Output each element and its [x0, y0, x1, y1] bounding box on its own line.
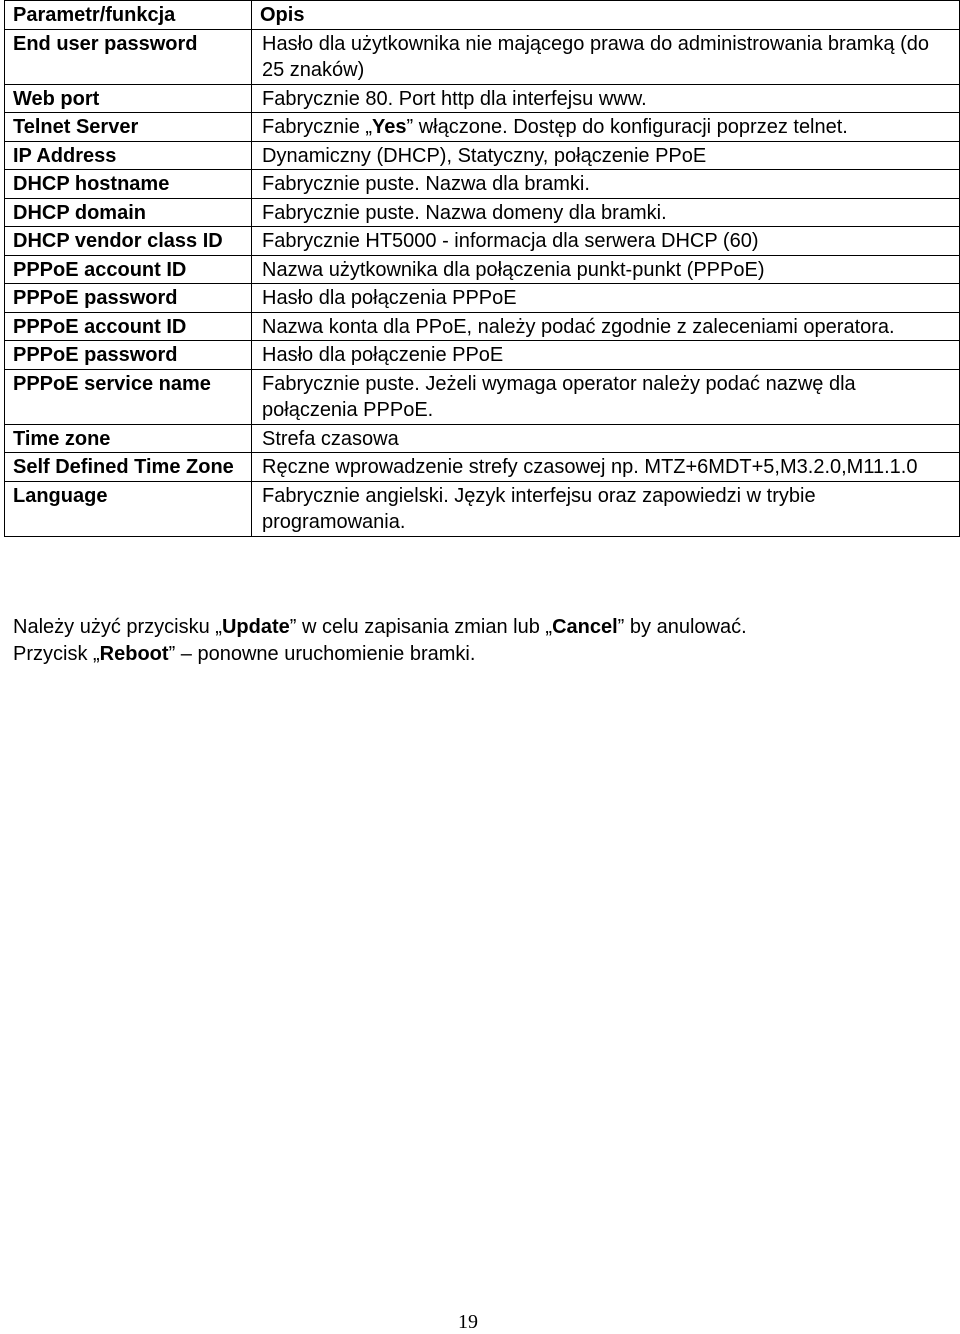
param-desc: Fabrycznie puste. Nazwa dla bramki. [252, 170, 960, 199]
usage-note [13, 614, 943, 668]
table-row [5, 84, 960, 113]
param-desc: Dynamiczny (DHCP), Statyczny, połączenie PPoE [252, 141, 960, 170]
param-desc: Fabrycznie HT5000 - informacja dla serwera DHCP (60) [252, 227, 960, 256]
table-row [5, 341, 960, 370]
reboot-label: Reboot [99, 643, 169, 665]
param-name: Telnet Server [5, 113, 252, 142]
note-text: Przycisk „ [13, 643, 100, 665]
desc-text: Fabrycznie „ [262, 116, 373, 138]
header-param: Parametr/funkcja [5, 1, 252, 30]
cancel-label: Cancel [552, 616, 618, 638]
param-name: DHCP vendor class ID [5, 227, 252, 256]
note-text: ” by anulować. [617, 616, 747, 638]
param-name: PPPoE password [5, 341, 252, 370]
table-row [5, 141, 960, 170]
param-desc: Hasło dla połączenie PPoE [252, 341, 960, 370]
table-row [5, 255, 960, 284]
page-number: 19 [458, 1311, 478, 1333]
table-row [5, 284, 960, 313]
param-name: Self Defined Time Zone [5, 453, 252, 482]
param-name: DHCP domain [5, 198, 252, 227]
param-name: PPPoE service name [5, 369, 252, 424]
param-desc: Strefa czasowa [252, 424, 960, 453]
param-desc: Fabrycznie puste. Jeżeli wymaga operator należy podać nazwę dla połączenia PPPoE. [252, 369, 960, 424]
note-text: ” – ponowne uruchomienie bramki. [168, 643, 476, 665]
note-text: Należy użyć przycisku „ [13, 616, 222, 638]
param-name: PPPoE account ID [5, 255, 252, 284]
param-name: End user password [5, 29, 252, 84]
desc-bold-value: Yes [372, 116, 407, 138]
table-row [5, 424, 960, 453]
table-row [5, 170, 960, 199]
note-text: ” w celu zapisania zmian lub „ [289, 616, 553, 638]
header-desc: Opis [252, 1, 960, 30]
note-line-reboot [13, 641, 943, 668]
table-row [5, 227, 960, 256]
param-desc: Nazwa użytkownika dla połączenia punkt-punkt (PPPoE) [252, 255, 960, 284]
param-name: PPPoE password [5, 284, 252, 313]
param-name: PPPoE account ID [5, 312, 252, 341]
table-row [5, 453, 960, 482]
table-row [5, 113, 960, 142]
param-desc: Fabrycznie 80. Port http dla interfejsu www. [252, 84, 960, 113]
param-desc: Hasło dla połączenia PPPoE [252, 284, 960, 313]
param-name: Web port [5, 84, 252, 113]
desc-text: ” włączone. Dostęp do konfiguracji poprzez telnet. [406, 116, 848, 138]
parameters-table [4, 0, 960, 537]
param-desc: Nazwa konta dla PPoE, należy podać zgodnie z zaleceniami operatora. [252, 312, 960, 341]
table-row [5, 198, 960, 227]
param-desc [252, 113, 960, 142]
table-header-row [5, 1, 960, 30]
param-name: Language [5, 481, 252, 536]
table-row [5, 312, 960, 341]
table-row [5, 481, 960, 536]
param-desc: Fabrycznie angielski. Język interfejsu oraz zapowiedzi w trybie programowania. [252, 481, 960, 536]
param-name: DHCP hostname [5, 170, 252, 199]
param-name: Time zone [5, 424, 252, 453]
table-row [5, 29, 960, 84]
param-desc: Hasło dla użytkownika nie mającego prawa do administrowania bramką (do 25 znaków) [252, 29, 960, 84]
note-line-update-cancel [13, 614, 943, 641]
update-label: Update [221, 616, 290, 638]
param-name: IP Address [5, 141, 252, 170]
param-desc: Fabrycznie puste. Nazwa domeny dla bramki. [252, 198, 960, 227]
param-desc: Ręczne wprowadzenie strefy czasowej np. MTZ+6MDT+5,M3.2.0,M11.1.0 [252, 453, 960, 482]
table-row [5, 369, 960, 424]
